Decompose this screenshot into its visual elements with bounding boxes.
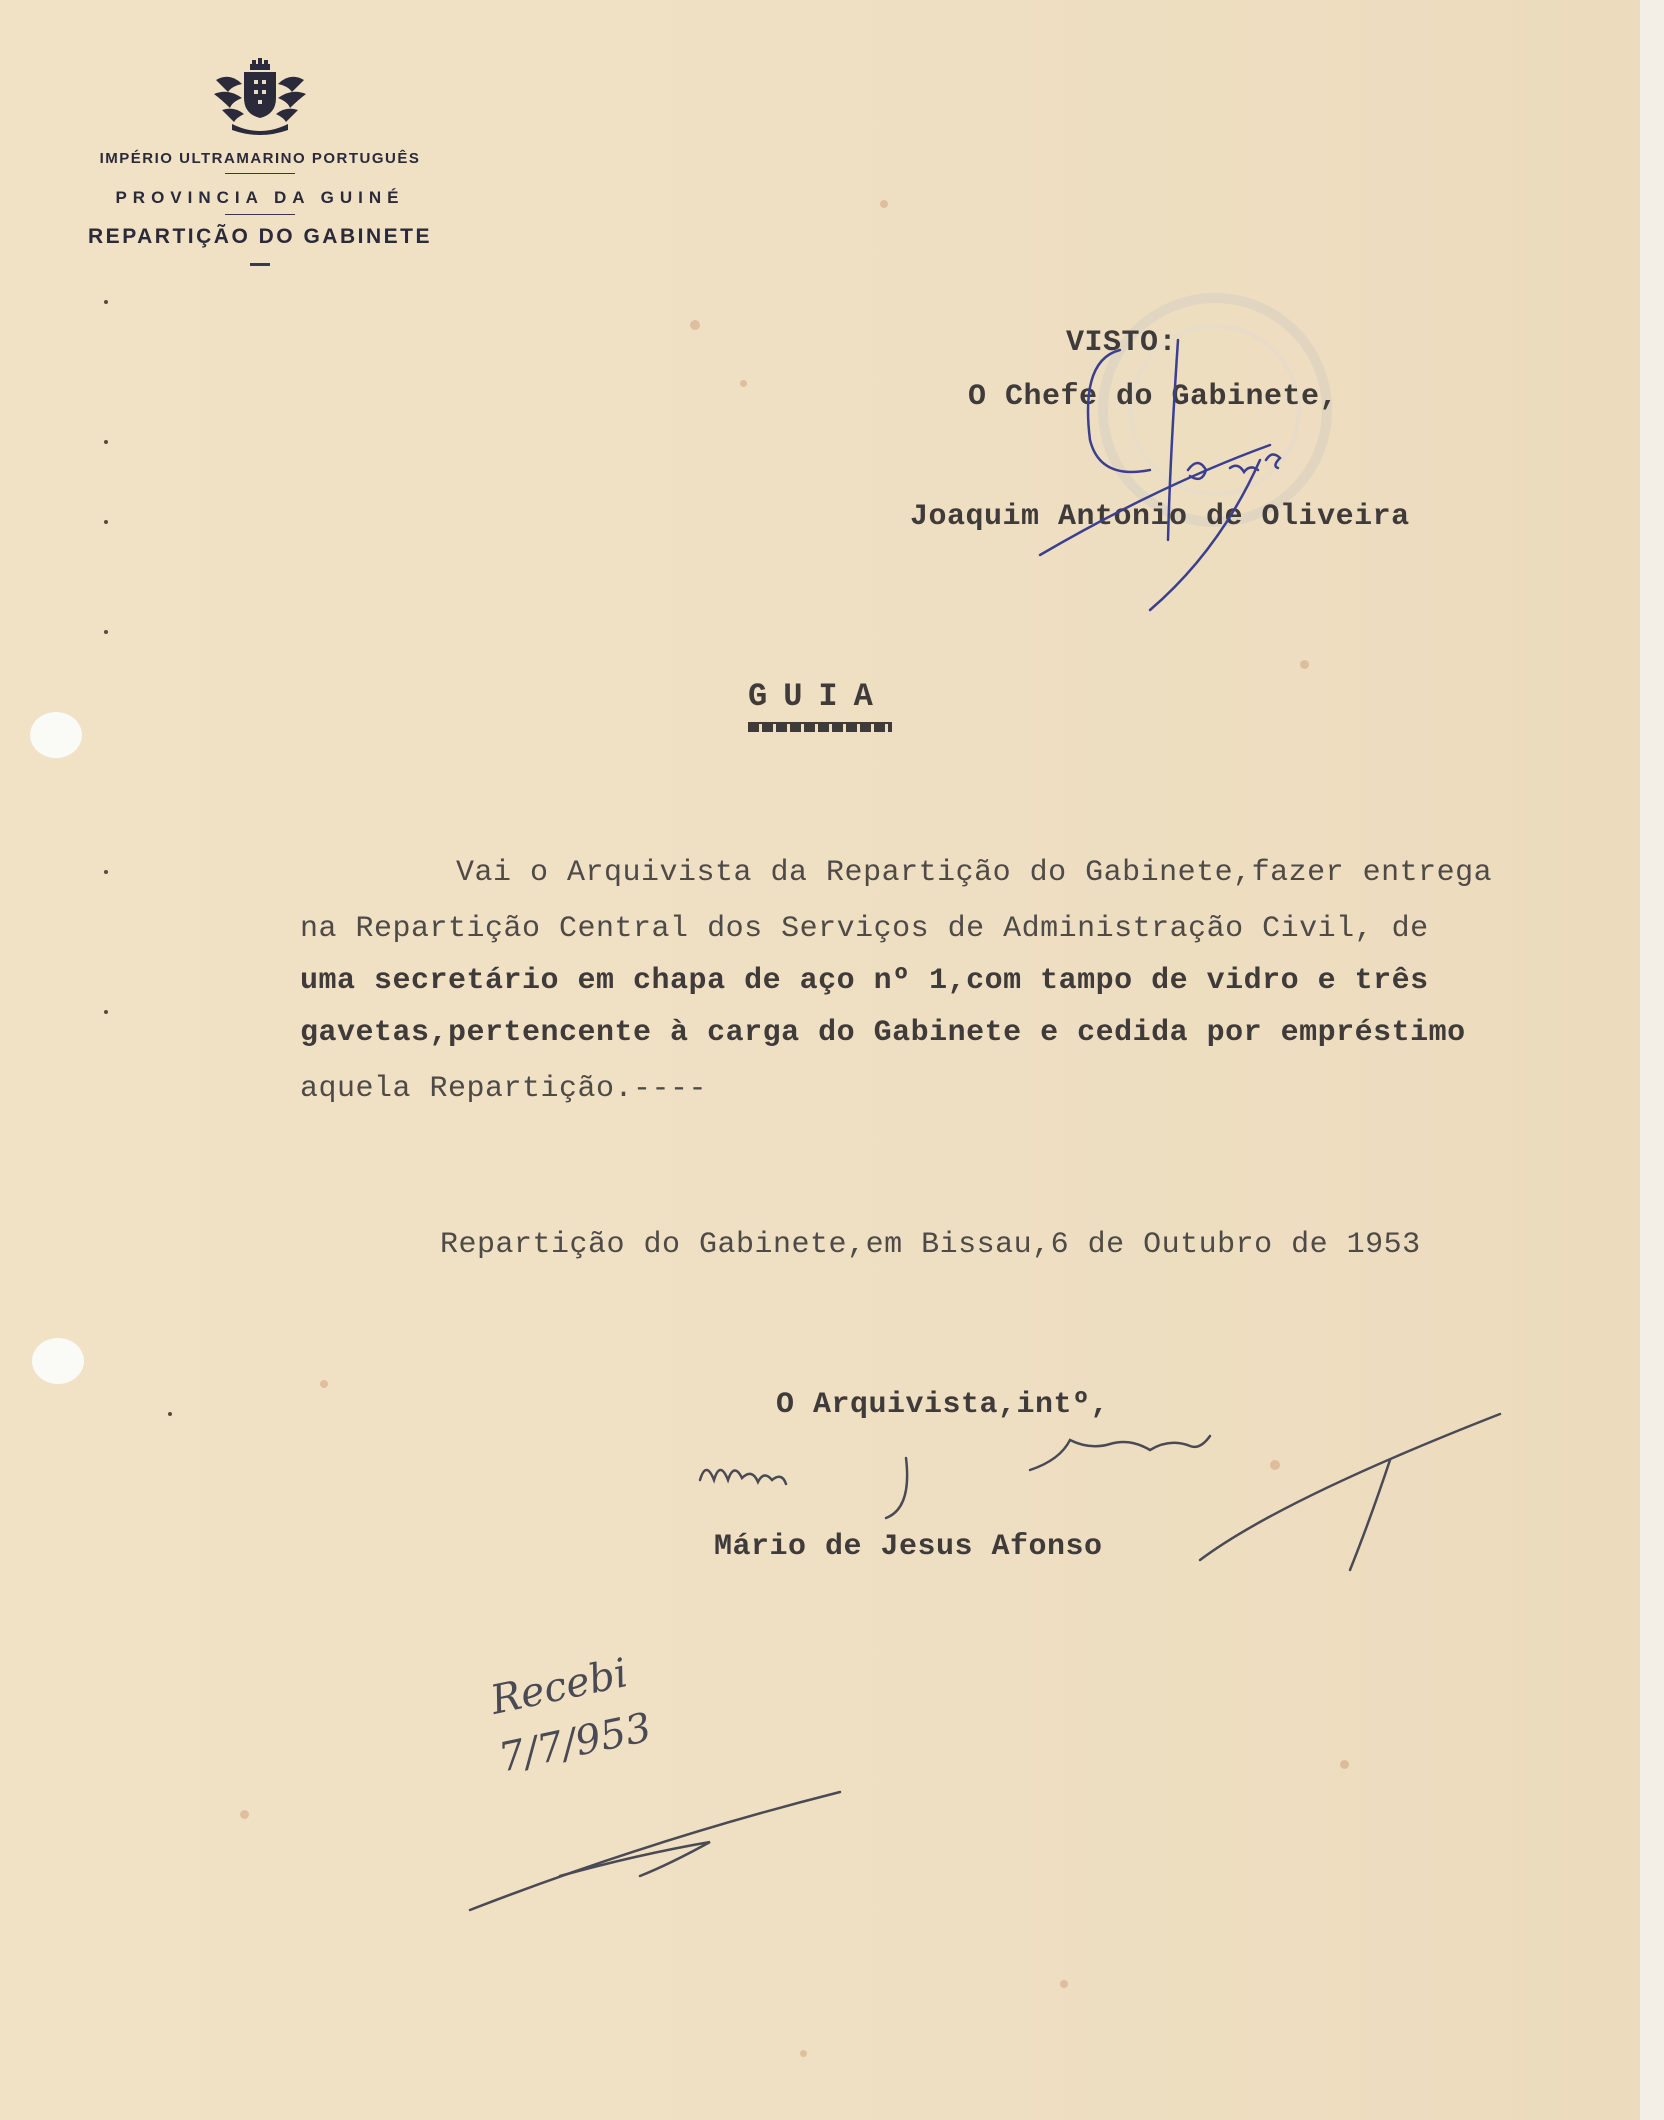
body-line-5: aquela Repartição.---- (300, 1072, 708, 1106)
margin-dot (104, 440, 108, 444)
letterhead-department: REPARTIÇÃO DO GABINETE (88, 225, 432, 248)
foxing-spot (1270, 1460, 1280, 1470)
letterhead (40, 58, 480, 266)
punch-hole-bottom (32, 1338, 84, 1384)
coat-of-arms-icon (212, 58, 308, 136)
margin-dot (104, 300, 108, 304)
visto-label: VISTO: (1066, 326, 1178, 360)
visto-role: O Chefe do Gabinete, (968, 380, 1339, 414)
letterhead-empire: IMPÉRIO ULTRAMARINO PORTUGUÊS (99, 150, 421, 167)
foxing-spot (1060, 1980, 1068, 1988)
margin-dot (104, 1010, 108, 1014)
title-underline (748, 722, 892, 732)
document-title: GUIA (748, 678, 889, 715)
letterhead-province: PROVINCIA DA GUINÉ (115, 188, 405, 207)
letterhead-rule (250, 263, 270, 266)
foxing-spot (800, 2050, 807, 2057)
foxing-spot (1300, 660, 1309, 669)
foxing-spot (740, 380, 747, 387)
archivist-name: Mário de Jesus Afonso (714, 1530, 1103, 1564)
margin-dot (104, 630, 108, 634)
foxing-spot (690, 320, 700, 330)
margin-dot (104, 870, 108, 874)
foxing-spot (1340, 1760, 1349, 1769)
foxing-spot (320, 1380, 328, 1388)
body-line-1: Vai o Arquivista da Repartição do Gabinete,fazer entrega (456, 856, 1493, 890)
date-line: Repartição do Gabinete,em Bissau,6 de Outubro de 1953 (440, 1228, 1421, 1262)
letterhead-rule (225, 173, 295, 174)
receipt-note: Recebi (486, 1650, 632, 1724)
punch-hole-top (30, 712, 82, 758)
margin-dot (104, 520, 108, 524)
archivist-role: O Arquivista,intº, (776, 1388, 1110, 1422)
margin-dot (168, 1412, 172, 1416)
visto-name: Joaquim Antonio de Oliveira (910, 500, 1410, 534)
letterhead-rule (225, 214, 295, 215)
paper-edge (1640, 0, 1664, 2120)
body-line-3: uma secretário em chapa de aço nº 1,com tampo de vidro e três (300, 964, 1429, 998)
foxing-spot (880, 200, 888, 208)
foxing-spot (240, 1810, 249, 1819)
receipt-date: 7/7/953 (494, 1704, 656, 1782)
body-line-2: na Repartição Central dos Serviços de Administração Civil, de (300, 912, 1429, 946)
body-line-4: gavetas,pertencente à carga do Gabinete e cedida por empréstimo (300, 1016, 1466, 1050)
